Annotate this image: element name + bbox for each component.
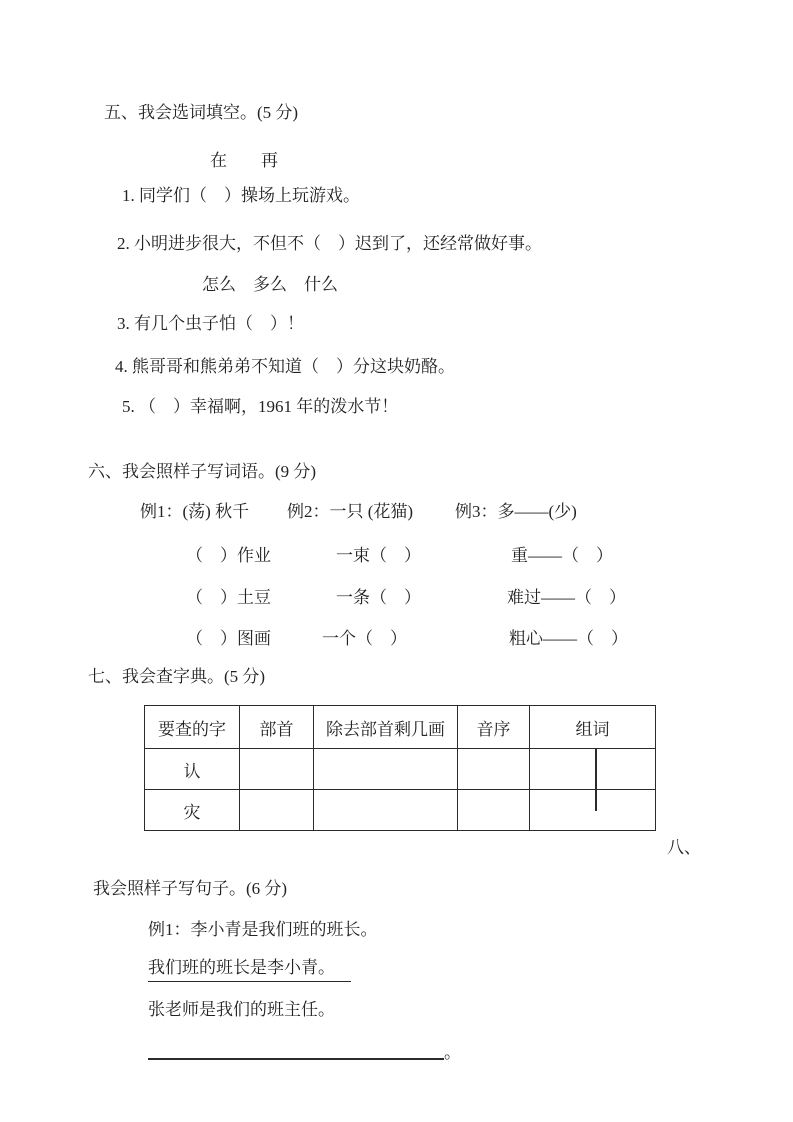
section6-blank-b3: 难过——（ ） [507, 588, 626, 607]
section6-blank-c2: 一个（ ） [322, 629, 407, 648]
dict-row2-words-cell [530, 790, 656, 831]
dict-row1-words-cell [530, 749, 656, 790]
section8-example-answer: 我们班的班长是李小青。 [148, 958, 351, 982]
section8-example: 例1：李小青是我们班的班长。 [148, 920, 378, 939]
dict-row1-strokes-cell [314, 749, 458, 790]
section5-item-4: 4. 熊哥哥和熊弟弟不知道（ ）分这块奶酪。 [115, 357, 455, 376]
answer-blank-period: 。 [444, 1043, 461, 1062]
dict-header-strokes: 除去部首剩几画 [314, 706, 458, 749]
dict-header-row [145, 706, 656, 749]
section6-blank-a3: 重——（ ） [511, 546, 613, 565]
dictionary-table [144, 705, 656, 831]
section6-blank-b2: 一条（ ） [336, 588, 421, 607]
section6-example-3: 例3：多——(少) [455, 502, 577, 521]
dict-row1-char: 认 [145, 749, 240, 790]
dict-row2-strokes-cell [314, 790, 458, 831]
section8-number: 八、 [667, 838, 701, 857]
dict-row1-pinyin-cell [458, 749, 530, 790]
dict-header-radical: 部首 [240, 706, 314, 749]
dict-header-pinyin-order: 音序 [458, 706, 530, 749]
section6-blank-c3: 粗心——（ ） [509, 629, 628, 648]
section5-word-bank: 在 再 [210, 151, 278, 170]
dict-header-words: 组词 [530, 706, 656, 749]
table-row [145, 749, 656, 790]
section6-blank-a2: 一束（ ） [336, 546, 421, 565]
section8-prompt: 张老师是我们的班主任。 [148, 1000, 335, 1019]
words-column-divider-row1 [595, 749, 597, 790]
dict-row2-radical-cell [240, 790, 314, 831]
section6-example-2: 例2：一只 (花猫) [287, 502, 414, 521]
section5-item-3: 3. 有几个虫子怕（ ）！ [117, 314, 304, 333]
table-row [145, 790, 656, 831]
section8-heading: 我会照样子写句子。(6 分) [93, 879, 288, 898]
section7-heading: 七、我会查字典。(5 分) [88, 667, 266, 686]
dict-header-char: 要查的字 [145, 706, 240, 749]
section6-blank-a1: （ ）作业 [186, 546, 271, 565]
dict-row1-radical-cell [240, 749, 314, 790]
section6-heading: 六、我会照样子写词语。(9 分) [88, 462, 317, 481]
dict-row2-char: 灾 [145, 790, 240, 831]
section6-blank-c1: （ ）图画 [186, 629, 271, 648]
section5-word-bank-2: 怎么 多么 什么 [202, 275, 338, 294]
section5-item-1: 1. 同学们（ ）操场上玩游戏。 [122, 186, 360, 205]
section6-example-1: 例1：(荡) 秋千 [140, 502, 250, 521]
answer-blank-line [148, 1038, 444, 1060]
words-column-divider-row2-stub [595, 790, 597, 811]
section5-heading: 五、我会选词填空。(5 分) [104, 103, 299, 122]
section6-blank-b1: （ ）土豆 [186, 588, 271, 607]
section5-item-5: 5. （ ）幸福啊，1961 年的泼水节！ [122, 397, 399, 416]
section8-answer-area [148, 1038, 461, 1060]
section5-item-2: 2. 小明进步很大，不但不（ ）迟到了，还经常做好事。 [117, 234, 542, 253]
dict-row2-pinyin-cell [458, 790, 530, 831]
